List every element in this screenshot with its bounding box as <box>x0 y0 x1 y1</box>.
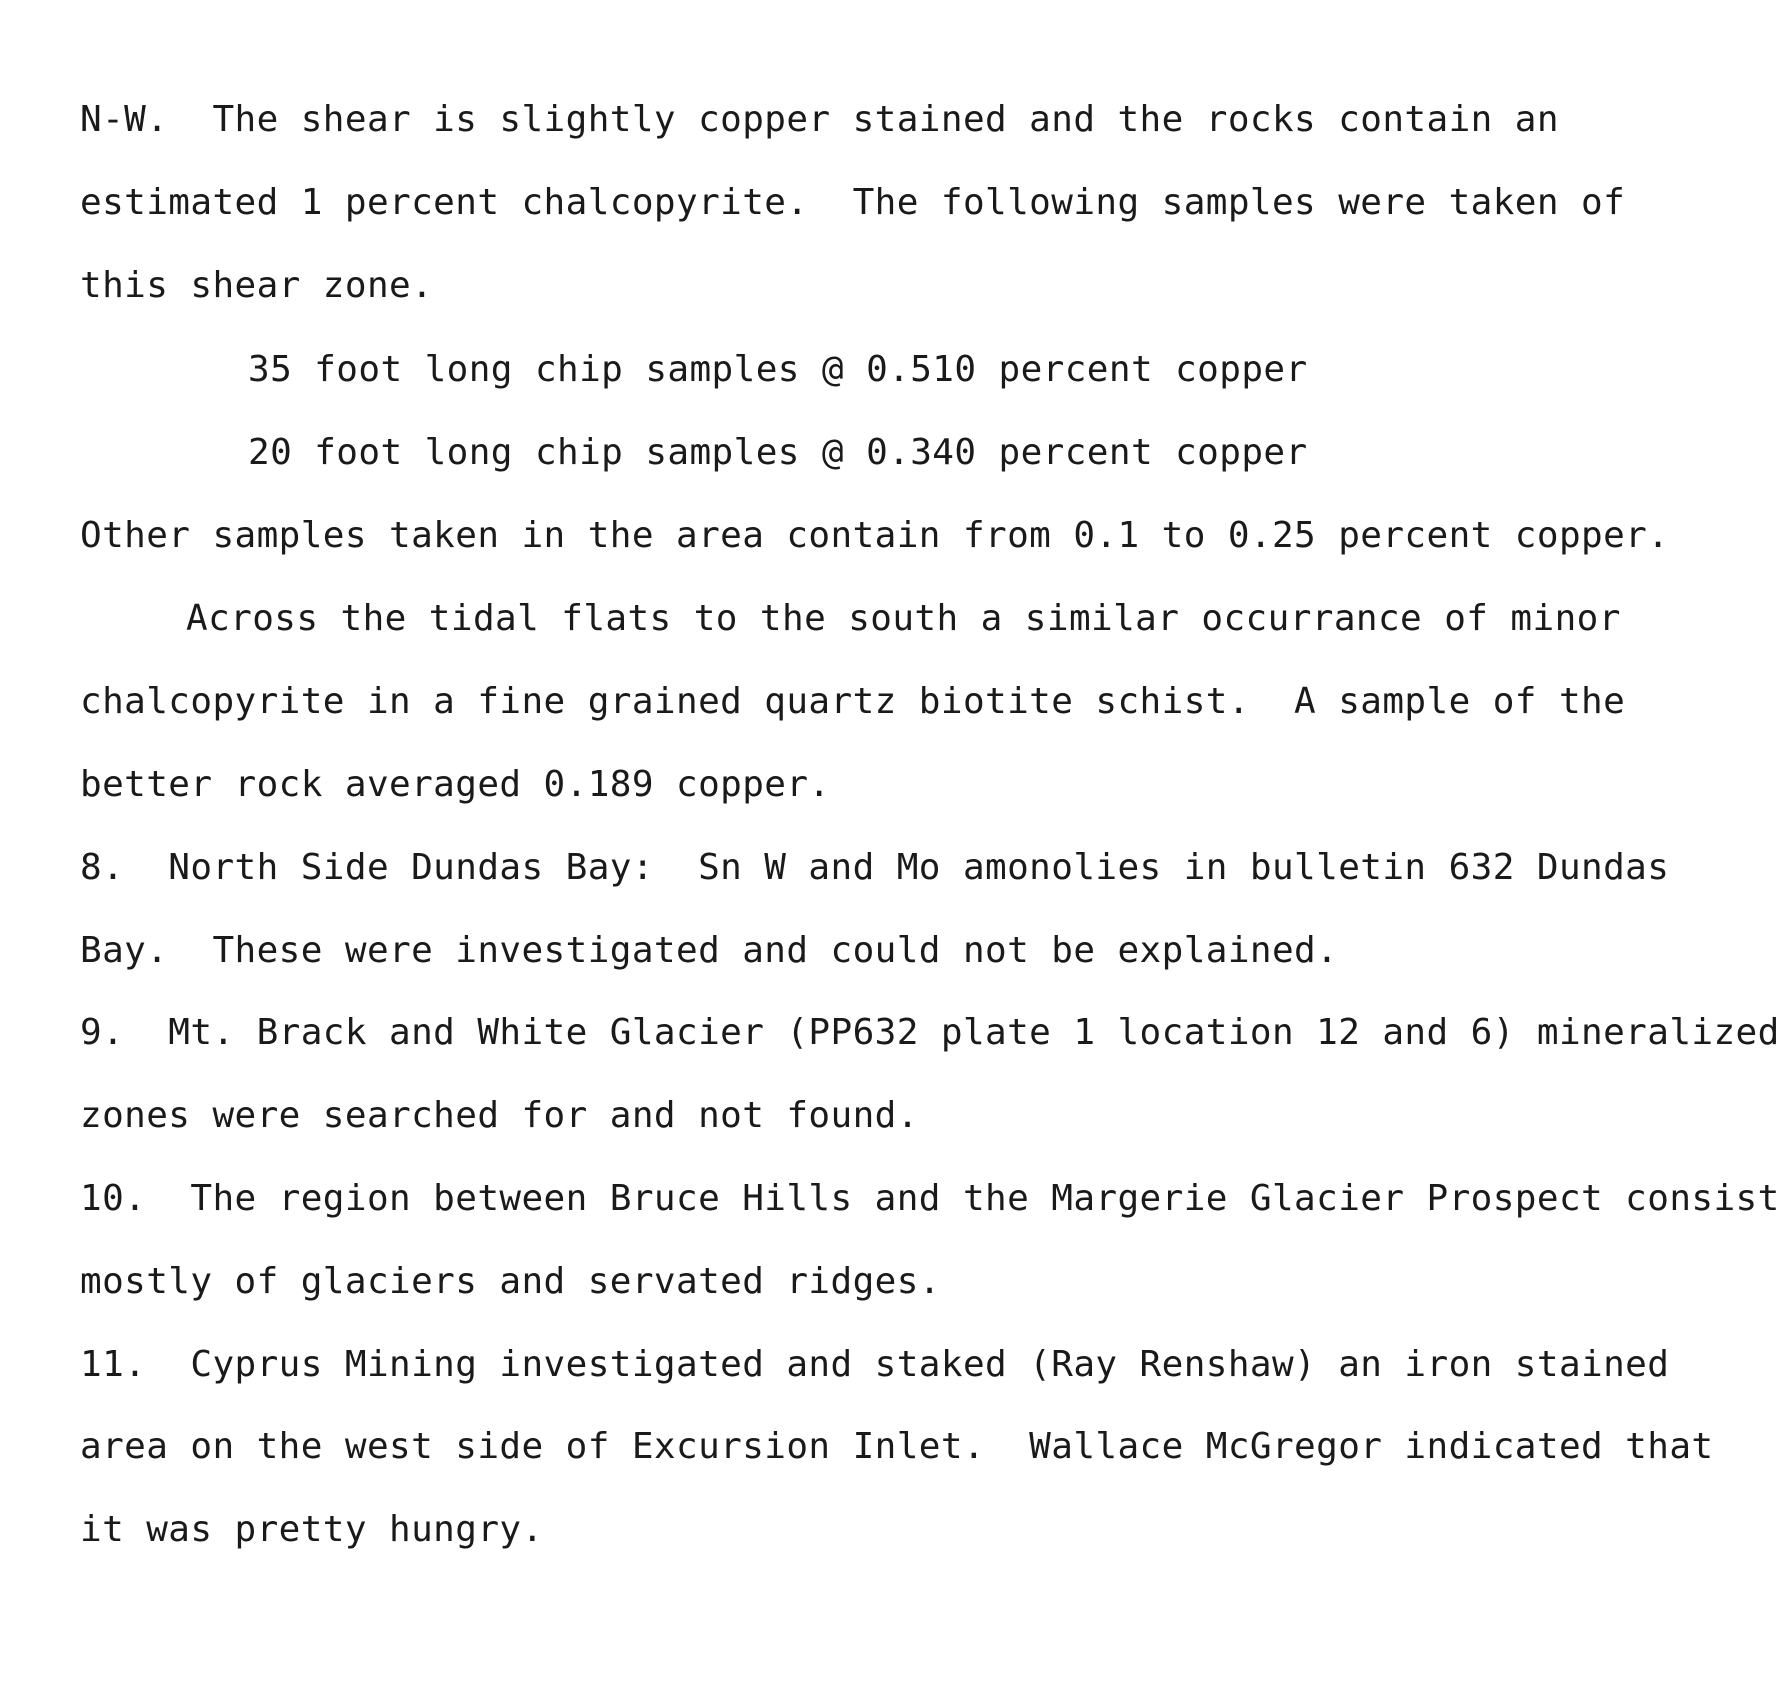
text-line: N-W. The shear is slightly copper stained and the rocks contain an <box>80 99 1559 140</box>
text-line: estimated 1 percent chalcopyrite. The following samples were taken of <box>80 182 1626 223</box>
text-line: zones were searched for and not found. <box>80 1095 919 1136</box>
sample-line: 35 foot long chip samples @ 0.510 percent copper <box>248 349 1308 390</box>
text-line: better rock averaged 0.189 copper. <box>80 764 831 805</box>
text-line: it was pretty hungry. <box>80 1509 544 1550</box>
text-line: area on the west side of Excursion Inlet. Wallace McGregor indicated that <box>80 1426 1714 1467</box>
numbered-item-8: 8. North Side Dundas Bay: Sn W and Mo amonolies in bulletin 632 Dundas <box>80 847 1670 888</box>
paragraph-start-line: Across the tidal flats to the south a similar occurrance of minor <box>186 598 1621 639</box>
text-line: chalcopyrite in a fine grained quartz biotite schist. A sample of the <box>80 681 1626 722</box>
text-line: this shear zone. <box>80 265 434 306</box>
numbered-item-9: 9. Mt. Brack and White Glacier (PP632 plate 1 location 12 and 6) mineralized <box>80 1012 1780 1053</box>
sample-line: 20 foot long chip samples @ 0.340 percent copper <box>248 432 1308 473</box>
numbered-item-11: 11. Cyprus Mining investigated and staked (Ray Renshaw) an iron stained <box>80 1344 1670 1385</box>
numbered-item-10: 10. The region between Bruce Hills and the Margerie Glacier Prospect consist <box>80 1178 1780 1219</box>
text-line: Bay. These were investigated and could not be explained. <box>80 930 1339 971</box>
text-line: Other samples taken in the area contain from 0.1 to 0.25 percent copper. <box>80 515 1670 556</box>
text-line: mostly of glaciers and servated ridges. <box>80 1261 941 1302</box>
